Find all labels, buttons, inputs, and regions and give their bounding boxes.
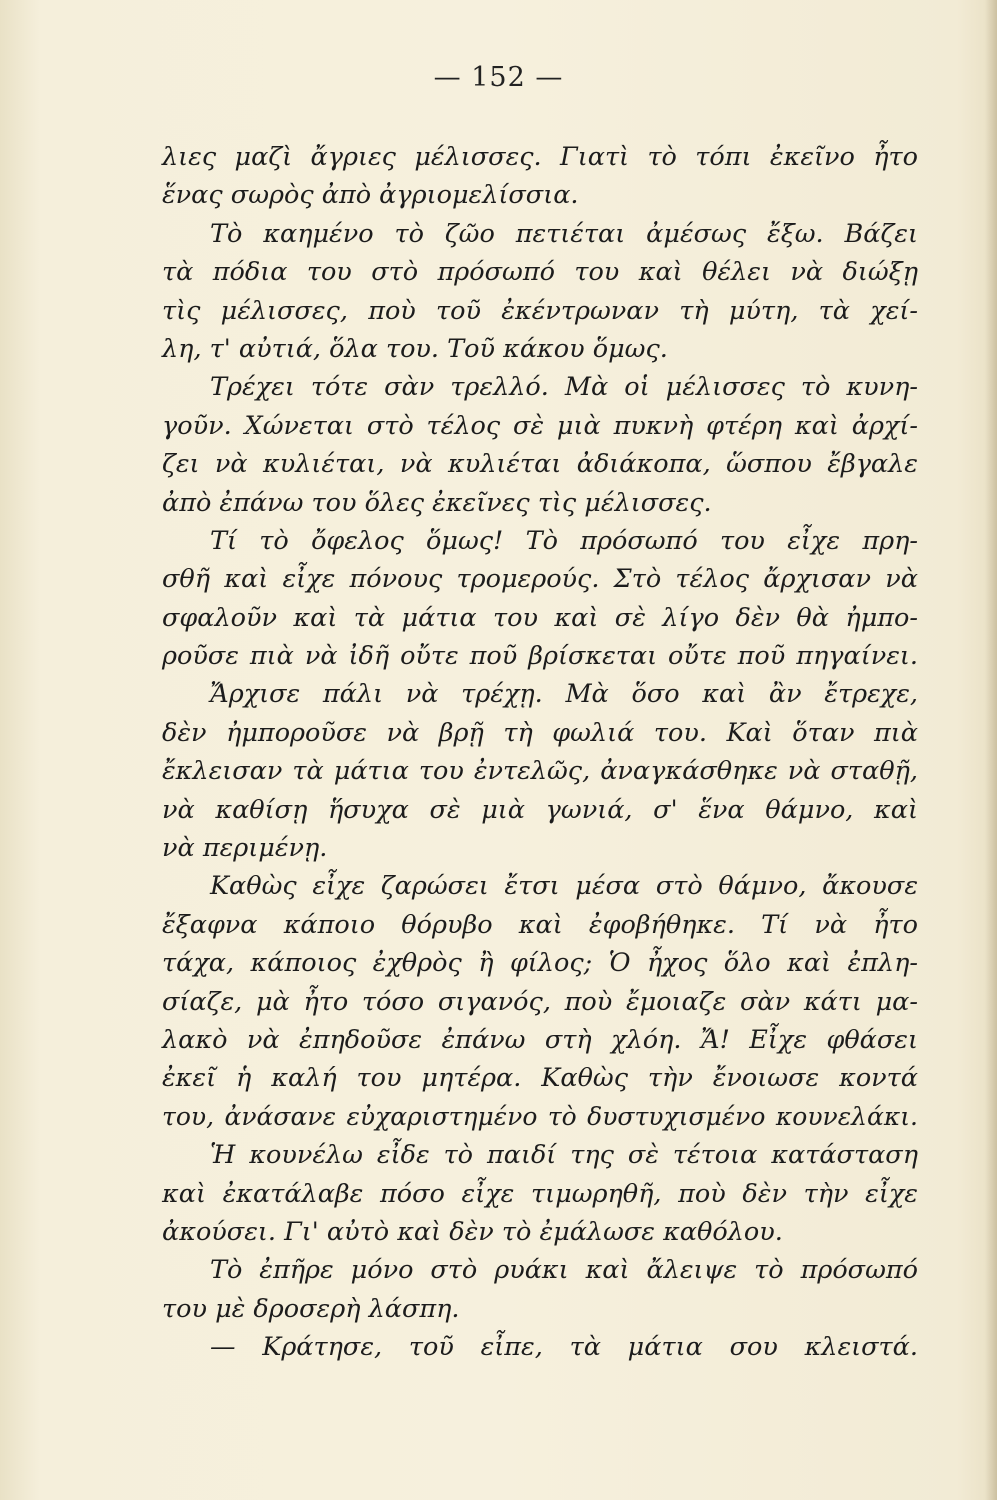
text-line: καὶ ἐκατάλαβε πόσο εἶχε τιμωρηθῆ, ποὺ δὲν τὴν εἶχε — [162, 1178, 918, 1209]
text-line: τάχα, κάποιος ἐχθρὸς ἢ φίλος; Ὁ ἦχος ὅλο καὶ ἐπλη- — [162, 948, 918, 979]
page-number: — 152 — — [433, 62, 564, 93]
text-line: σθῆ καὶ εἶχε πόνους τρομερούς. Στὸ τέλος ἄρχισαν νὰ — [162, 564, 918, 595]
text-line: Τί τὸ ὄφελος ὅμως! Τὸ πρόσωπό του εἶχε πρη- — [210, 525, 918, 556]
page-edge-shadow — [985, 0, 997, 1500]
text-line: νὰ περιμένῃ. — [162, 833, 328, 864]
text-line: Ἡ κουνέλω εἶδε τὸ παιδί της σὲ τέτοια κατάσταση — [210, 1140, 918, 1171]
text-line: ἐκεῖ ἡ καλή του μητέρα. Καθὼς τὴν ἔνοιωσε κοντά — [162, 1063, 918, 1094]
text-line: σφαλοῦν καὶ τὰ μάτια του καὶ σὲ λίγο δὲν θὰ ἠμπο- — [162, 602, 918, 633]
text-line: τὶς μέλισσες, ποὺ τοῦ ἐκέντρωναν τὴ μύτη, τὰ χεί- — [162, 295, 918, 326]
text-line: του, ἀνάσανε εὐχαριστημένο τὸ δυστυχισμένο κουνελάκι. — [162, 1101, 918, 1131]
text-line: λη, τ' αὐτιά, ὅλα του. Τοῦ κάκου ὅμως. — [162, 333, 668, 364]
text-line: Καθὼς εἶχε ζαρώσει ἔτσι μέσα στὸ θάμνο, ἄκουσε — [210, 871, 918, 902]
text-line: Τὸ καημένο τὸ ζῶο πετιέται ἀμέσως ἔξω. Βάζει — [210, 218, 918, 249]
text-line: λιες μαζὶ ἄγριες μέλισσες. Γιατὶ τὸ τόπι ἐκεῖνο ἦτο — [162, 142, 918, 172]
text-line: Τρέχει τότε σὰν τρελλό. Μὰ οἱ μέλισσες τὸ κυνη- — [210, 372, 918, 403]
text-line: Ἄρχισε πάλι νὰ τρέχῃ. Μὰ ὅσο καὶ ἂν ἔτρεχε, — [210, 679, 918, 710]
text-line: ἀκούσει. Γι' αὐτὸ καὶ δὲν τὸ ἐμάλωσε καθόλου. — [162, 1216, 783, 1247]
text-line: του μὲ δροσερὴ λάσπη. — [162, 1293, 460, 1324]
text-line: δὲν ἠμποροῦσε νὰ βρῇ τὴ φωλιά του. Καὶ ὅταν πιὰ — [162, 717, 918, 748]
text-line: ἔξαφνα κάποιο θόρυβο καὶ ἐφοβήθηκε. Τί νὰ ἦτο — [162, 909, 918, 940]
text-line: ροῦσε πιὰ νὰ ἰδῆ οὔτε ποῦ βρίσκεται οὔτε ποῦ πηγαίνει. — [162, 641, 918, 672]
text-line: ἀπὸ ἐπάνω του ὅλες ἐκεῖνες τὶς μέλισσες. — [162, 487, 712, 518]
text-line: τὰ πόδια του στὸ πρόσωπό του καὶ θέλει νὰ διώξῃ — [162, 257, 918, 288]
text-line: ζει νὰ κυλιέται, νὰ κυλιέται ἀδιάκοπα, ὥσπου ἔβγαλε — [162, 449, 918, 480]
text-line: Τὸ ἐπῆρε μόνο στὸ ρυάκι καὶ ἄλειψε τὸ πρόσωπό — [210, 1255, 918, 1286]
text-line: σίαζε, μὰ ἦτο τόσο σιγανός, ποὺ ἔμοιαζε σὰν κάτι μα- — [162, 986, 918, 1017]
text-line: — Κράτησε, τοῦ εἶπε, τὰ μάτια σου κλειστά. — [210, 1332, 918, 1363]
text-line: νὰ καθίσῃ ἥσυχα σὲ μιὰ γωνιά, σ' ἕνα θάμνο, καὶ — [162, 794, 918, 825]
text-line: γοῦν. Χώνεται στὸ τέλος σὲ μιὰ πυκνὴ φτέρη καὶ ἀρχί- — [162, 410, 918, 441]
text-line: ἕνας σωρὸς ἀπὸ ἀγριομελίσσια. — [162, 180, 579, 211]
text-line: ἔκλεισαν τὰ μάτια του ἐντελῶς, ἀναγκάσθηκε νὰ σταθῇ, — [162, 756, 918, 787]
body-text — [162, 138, 918, 1367]
text-line: λακὸ νὰ ἐπηδοῦσε ἐπάνω στὴ χλόη. Ἄ! Εἶχε φθάσει — [162, 1024, 918, 1055]
